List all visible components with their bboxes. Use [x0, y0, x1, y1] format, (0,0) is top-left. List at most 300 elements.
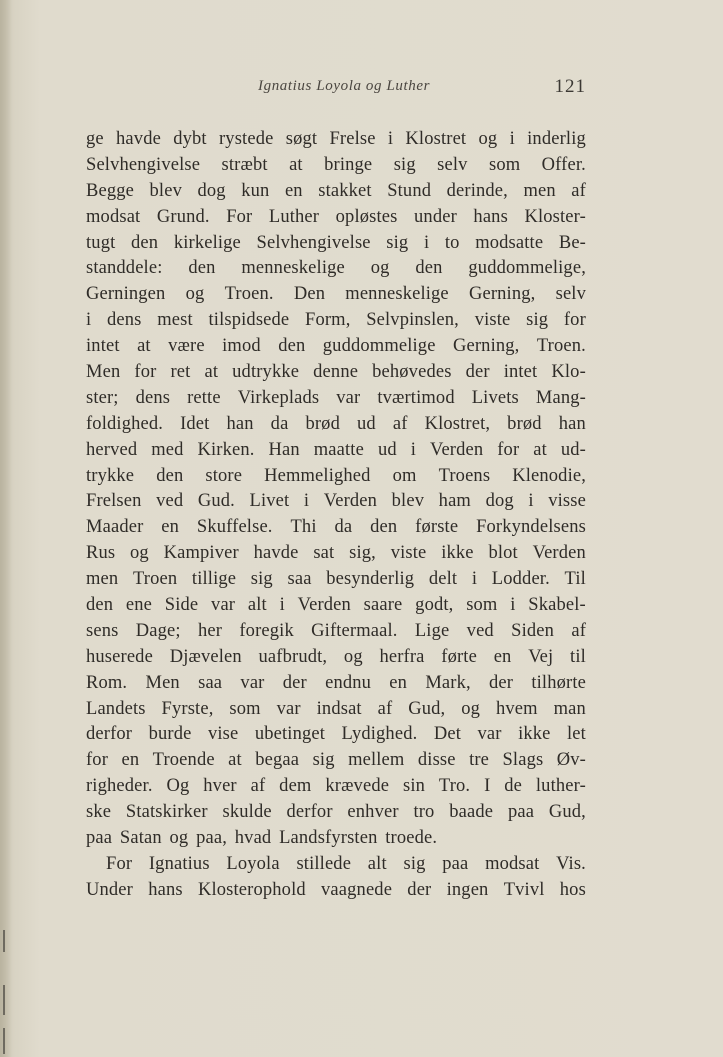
word: godt, [415, 595, 454, 616]
text-line [86, 489, 586, 515]
text-line [86, 412, 586, 438]
word: Verden [429, 439, 484, 460]
word: Rom. [86, 672, 128, 693]
word: enhver [347, 802, 399, 823]
word: for [497, 439, 520, 460]
word: tilhørte [531, 672, 586, 693]
word: Hemmelighed [264, 465, 371, 486]
word: med [151, 439, 184, 460]
word: Selvpinslen, [366, 310, 459, 331]
text-line [86, 800, 586, 826]
word: Lydighed. [341, 724, 418, 745]
word: Men [145, 672, 180, 693]
word: kun [241, 180, 270, 201]
text-line [86, 748, 586, 774]
word: brød [507, 413, 542, 434]
word: at [228, 750, 242, 771]
word: behøvedes [372, 362, 452, 383]
text-line [86, 645, 586, 671]
text-line [86, 722, 586, 748]
word: ikke [441, 543, 474, 564]
word: foldighed. [86, 413, 164, 434]
text-line [86, 774, 586, 800]
word: Selvhengivelse [256, 232, 371, 253]
word: da [334, 517, 353, 538]
word: sat [313, 543, 335, 564]
word: Skuffelse. [196, 517, 273, 538]
word: ikke [518, 724, 551, 745]
word: For [106, 853, 133, 874]
word: ingen [446, 879, 489, 900]
text-line [86, 541, 586, 567]
word: da [270, 413, 289, 434]
word: ubetinget [254, 724, 326, 745]
word: Ignatius [148, 853, 210, 874]
word: der [465, 362, 490, 383]
text-line [86, 256, 586, 282]
word: tilspidsede [208, 310, 290, 331]
word: være [168, 336, 205, 357]
word: Stund [387, 180, 432, 201]
word: Verden [323, 491, 378, 512]
word: mest [157, 310, 193, 331]
word: paa [507, 802, 535, 823]
word: Slags [502, 750, 544, 771]
word: alt [367, 853, 387, 874]
word: som [466, 595, 498, 616]
word: Troens [438, 465, 491, 486]
word: ske [86, 802, 112, 823]
word: Under [86, 879, 133, 900]
word: Statskirker [125, 802, 208, 823]
text-line [86, 697, 586, 723]
word: Virkeplads [237, 387, 320, 408]
word: Han [268, 439, 300, 460]
word: Mang- [535, 387, 586, 408]
word: han [558, 413, 586, 434]
word: luther- [535, 776, 586, 797]
word: tugt [86, 232, 116, 253]
word: viste [390, 543, 427, 564]
word: af [392, 413, 408, 434]
word: brød [305, 413, 340, 434]
word: var [211, 595, 236, 616]
word: uafbrudt, [258, 646, 328, 667]
word: den [278, 336, 306, 357]
word: besynderlig [326, 569, 415, 590]
word: huserede [86, 646, 153, 667]
word: ret [170, 362, 191, 383]
word: herfra [379, 646, 425, 667]
word: Klosterophold [197, 879, 306, 900]
word: men [523, 180, 556, 201]
word: Satan [119, 828, 162, 849]
word: Vej [528, 646, 554, 667]
word: havde [253, 543, 299, 564]
word: Lodder. [491, 569, 550, 590]
word: inderlig [527, 129, 586, 149]
text-line [86, 308, 586, 334]
word: Men [86, 362, 121, 383]
word: i [86, 310, 92, 331]
word: store [205, 465, 243, 486]
word: han [226, 413, 254, 434]
word: mellem [348, 750, 405, 771]
word: opløstes [335, 206, 398, 227]
text-line [86, 231, 586, 257]
word: endnu [325, 672, 372, 693]
word: ud [377, 439, 397, 460]
word: let [567, 724, 586, 745]
word: ene [125, 595, 153, 616]
word: og [370, 258, 390, 279]
word: paa [442, 853, 469, 874]
word: og [130, 543, 149, 564]
word: Frelsen [86, 491, 142, 512]
word: som [229, 698, 261, 719]
word: tre [469, 750, 490, 771]
word: righeder. [86, 776, 153, 797]
text-line [86, 127, 586, 153]
word: var [276, 698, 301, 719]
word: Offer. [541, 154, 586, 175]
word: ster; [86, 387, 119, 408]
word: Thi [290, 517, 317, 538]
word: derfor [86, 724, 133, 745]
text-line [86, 593, 586, 619]
word: menneskelige [345, 284, 449, 305]
word: tillige [191, 569, 237, 590]
word: af [250, 776, 266, 797]
text-line [86, 619, 586, 645]
word: som [488, 154, 521, 175]
word: paa, [196, 828, 227, 849]
word: krævede [325, 776, 390, 797]
word: Klo- [551, 362, 586, 383]
word: skulde [222, 802, 272, 823]
word: Dage; [135, 620, 181, 641]
page-number: 121 [554, 76, 586, 97]
word: den [415, 258, 443, 279]
word: Skabel- [528, 595, 586, 616]
word: Landets [86, 698, 146, 719]
word: og [461, 698, 481, 719]
word: Kloster- [524, 206, 586, 227]
word: Giftermaal. [311, 620, 398, 641]
word: modsat [485, 853, 540, 874]
text-line [86, 567, 586, 593]
word: og [185, 284, 205, 305]
word: guddommelige [322, 336, 436, 357]
word: derinde, [446, 180, 508, 201]
word: Øv- [556, 750, 586, 771]
word: ud- [560, 439, 586, 460]
word: at [137, 336, 151, 357]
word: hvem [495, 698, 538, 719]
word: udtrykke [232, 362, 300, 383]
word: sig [403, 853, 426, 874]
word: Til [564, 569, 586, 590]
word: selv [437, 154, 468, 175]
word: første [415, 517, 459, 538]
word: Gerningen [86, 284, 166, 305]
text-line [86, 179, 586, 205]
word: visse [548, 491, 586, 512]
word: sig [386, 232, 409, 253]
word: stillede [296, 853, 352, 874]
word: Tro. [438, 776, 471, 797]
word: at [204, 362, 219, 383]
word: i [410, 439, 417, 460]
word: der [489, 672, 514, 693]
word: Landsfyrsten [279, 828, 378, 849]
word: var [336, 387, 361, 408]
word: de [504, 776, 523, 797]
word: ham [438, 491, 471, 512]
word: Verden [297, 595, 351, 616]
word: intet [86, 336, 120, 357]
word: Og [166, 776, 190, 797]
word: Frelse [329, 129, 376, 149]
word: sig, [349, 543, 376, 564]
text-line [86, 334, 586, 360]
word: en [389, 672, 408, 693]
word: Maader [86, 517, 144, 538]
word: Kirken. [197, 439, 255, 460]
word: For [226, 206, 253, 227]
word: selv [555, 284, 586, 305]
word: I [484, 776, 491, 797]
word: rette [187, 387, 221, 408]
word: hos [559, 879, 586, 900]
word: hans [473, 206, 508, 227]
word: en [284, 180, 303, 201]
word: trykke [86, 465, 135, 486]
word: tro [413, 802, 435, 823]
word: dens [135, 387, 171, 408]
word: var [477, 724, 502, 745]
word: om [392, 465, 417, 486]
text-line [86, 360, 586, 386]
word: Troen. [536, 336, 586, 357]
text-line [86, 464, 586, 490]
word: Siden [511, 620, 555, 641]
word: i [471, 569, 478, 590]
word: i [510, 595, 516, 616]
word: Begge [86, 180, 135, 201]
word: herved [86, 439, 138, 460]
word: Djævelen [169, 646, 242, 667]
word: den [156, 465, 184, 486]
word: at [289, 154, 303, 175]
word: ud [357, 413, 376, 434]
word: hver [203, 776, 237, 797]
word: sin [402, 776, 426, 797]
word: den [370, 517, 398, 538]
word: Den [293, 284, 326, 305]
word: Det [433, 724, 462, 745]
word: til [570, 646, 586, 667]
word: saa [198, 672, 223, 693]
word: i [423, 232, 430, 253]
word: Rus [86, 543, 116, 564]
word: Selvhengivelse [86, 154, 201, 175]
word: Lige [414, 620, 450, 641]
body-text [86, 127, 586, 904]
word: der [282, 672, 307, 693]
word: blot [488, 543, 518, 564]
word: dem [279, 776, 312, 797]
word: disse [417, 750, 456, 771]
word: Tvivl [503, 879, 545, 900]
word: Verden [532, 543, 586, 564]
word: stakket [318, 180, 372, 201]
word: for [134, 362, 157, 383]
word: imod [222, 336, 261, 357]
word: sens [86, 620, 119, 641]
word: Mark, [425, 672, 471, 693]
word: paa [86, 828, 113, 849]
word: maatte [313, 439, 364, 460]
word: man [553, 698, 586, 719]
word: bringe [324, 154, 373, 175]
word: Troende [152, 750, 215, 771]
word: tværtimod [377, 387, 455, 408]
word: delt [428, 569, 458, 590]
word: blev [391, 491, 425, 512]
word: Be- [558, 232, 586, 253]
word: ved [156, 491, 184, 512]
word: sig [312, 750, 335, 771]
text-line [86, 515, 586, 541]
word: Idet [180, 413, 210, 434]
word: Kampiver [163, 543, 239, 564]
text-line [86, 826, 586, 852]
word: Gud, [408, 698, 446, 719]
page-edge-mark [3, 985, 5, 1015]
word: stræbt [221, 154, 268, 175]
word: dens [107, 310, 142, 331]
word: alt [247, 595, 267, 616]
page-edge-mark [3, 930, 5, 952]
word: dybt [173, 129, 207, 149]
word: sig [250, 569, 273, 590]
word: af [571, 620, 586, 641]
word: kirkelige [173, 232, 241, 253]
word: og [169, 828, 189, 849]
text-line [86, 282, 586, 308]
word: men [86, 569, 119, 590]
word: Luther [268, 206, 320, 227]
word: Fyrste, [161, 698, 214, 719]
word: den [131, 232, 159, 253]
word: sig [393, 154, 416, 175]
word: i [528, 491, 534, 512]
word: en [493, 646, 512, 667]
word: i [387, 129, 394, 149]
word: i [303, 491, 310, 512]
text-line [86, 852, 586, 878]
word: og [478, 129, 498, 149]
word: Klostret [405, 129, 467, 149]
word: i [279, 595, 285, 616]
word: søgt [285, 129, 318, 149]
word: baade [449, 802, 494, 823]
word: Gud, [548, 802, 586, 823]
word: modsat [86, 206, 141, 227]
word: dog [197, 180, 226, 201]
word: havde [116, 129, 161, 149]
word: saare [363, 595, 403, 616]
text-line [86, 671, 586, 697]
word: denne [313, 362, 359, 383]
word: Gerning, [468, 284, 536, 305]
word: Troen. [224, 284, 274, 305]
running-header [86, 78, 586, 106]
word: begaa [255, 750, 300, 771]
word: to [444, 232, 460, 253]
word: ved [466, 620, 494, 641]
running-title: Ignatius Loyola og Luther [258, 78, 431, 94]
word: Livets [471, 387, 519, 408]
word: i [509, 129, 515, 149]
word: Grund. [156, 206, 210, 227]
word: sig [526, 310, 549, 331]
word: under [414, 206, 457, 227]
word: guddommelige, [468, 258, 586, 279]
page-edge-mark [3, 1028, 5, 1054]
word: for [86, 750, 109, 771]
word: at [533, 439, 547, 460]
text-line [86, 386, 586, 412]
text-line [86, 205, 586, 231]
word: og [343, 646, 363, 667]
word: burde [148, 724, 192, 745]
word: viste [474, 310, 511, 331]
word: Side [164, 595, 199, 616]
word: rystede [219, 129, 274, 149]
word: Klostret, [424, 413, 491, 434]
word: Vis. [556, 853, 586, 874]
word: var [240, 672, 265, 693]
word: ge [86, 129, 104, 149]
word: Form, [305, 310, 351, 331]
page-gutter-shadow [0, 0, 12, 1057]
text-line [86, 153, 586, 179]
word: Livet [249, 491, 290, 512]
word: Gud. [197, 491, 235, 512]
word: her [198, 620, 223, 641]
word: Loyola [226, 853, 280, 874]
word: derfor [286, 802, 333, 823]
word: hans [148, 879, 183, 900]
word: vise [207, 724, 239, 745]
word: en [121, 750, 140, 771]
word: modsatte [475, 232, 544, 253]
word: Troen [132, 569, 178, 590]
text-line [86, 878, 586, 904]
word: Gerning, [453, 336, 520, 357]
word: der [407, 879, 432, 900]
word: standdele: [86, 258, 163, 279]
word: Klenodie, [512, 465, 586, 486]
word: den [188, 258, 216, 279]
word: vaagnede [321, 879, 393, 900]
word: saa [287, 569, 312, 590]
text-line [86, 438, 586, 464]
word: den [86, 595, 114, 616]
word: førte [441, 646, 477, 667]
